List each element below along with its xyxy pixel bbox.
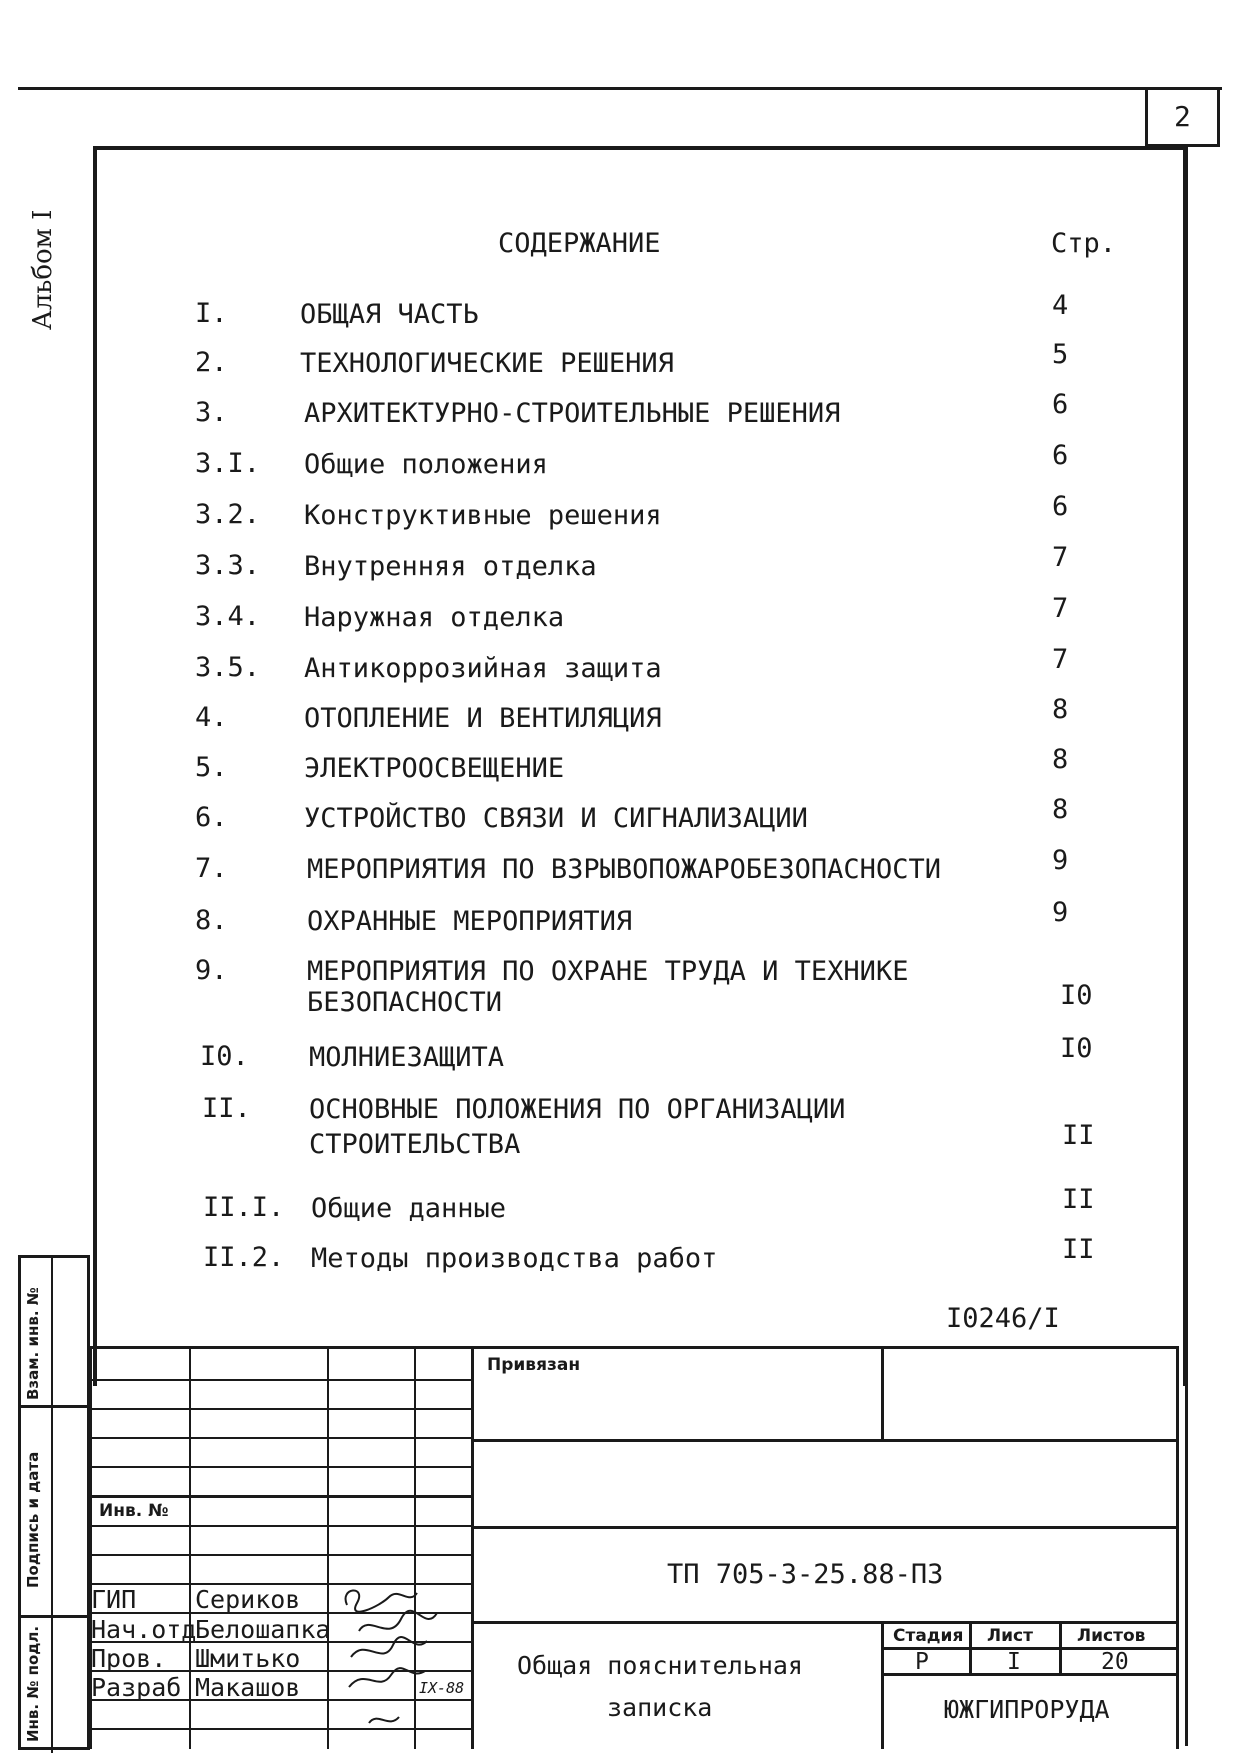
toc-number: 2. [195,347,228,378]
toc-page: 8 [1052,744,1069,775]
toc-number: 7. [195,853,228,884]
grid-line [89,1408,473,1410]
toc-page-heading: Стр. [1051,228,1117,259]
toc-page: 7 [1052,542,1069,573]
toc-number: I0. [200,1041,249,1072]
toc-title: ОХРАННЫЕ МЕРОПРИЯТИЯ [307,906,633,937]
grid-line [89,1466,473,1468]
toc-title: Методы производства работ [311,1243,718,1274]
toc-title: МЕРОПРИЯТИЯ ПО ВЗРЫВОПОЖАРОБЕЗОПАСНОСТИ [307,854,941,885]
toc-heading: СОДЕРЖАНИЕ [498,228,661,259]
grid-line [89,1437,473,1439]
side-stamp-divider [21,1405,91,1408]
stage-header: Стадия [893,1626,964,1646]
signature-scribble [346,1590,417,1611]
toc-title: УСТРОЙСТВО СВЯЗИ И СИГНАЛИЗАЦИИ [304,803,808,834]
toc-title-continued: СТРОИТЕЛЬСТВА [309,1129,521,1160]
side-stamp-divider [21,1615,91,1618]
toc-title: Внутренняя отделка [304,551,597,582]
toc-page: II [1062,1234,1095,1265]
toc-number: 5. [195,752,228,783]
grid-line [89,1379,473,1381]
grid-line [471,1526,1179,1529]
toc-title: ЭЛЕКТРООСВЕЩЕНИЕ [304,753,565,784]
toc-number: 6. [195,802,228,833]
toc-number: 3.I. [195,448,261,479]
toc-page: 9 [1052,897,1069,928]
signature-scribbles [329,1583,471,1733]
side-label-vzam [24,1287,42,1400]
privyazan-label: Привязан [487,1355,581,1375]
album-label-text: Альбом I [28,209,58,330]
grid-line [881,1349,884,1441]
stage-value: Р [915,1649,929,1675]
toc-title: АРХИТЕКТУРНО-СТРОИТЕЛЬНЫЕ РЕШЕНИЯ [304,398,841,429]
toc-page: 7 [1052,593,1069,624]
grid-line [1059,1621,1062,1676]
toc-title: Антикоррозийная защита [304,653,662,684]
grid-line [471,1621,1179,1624]
side-label-podpis [24,1452,42,1588]
toc-title: ОТОПЛЕНИЕ И ВЕНТИЛЯЦИЯ [304,703,662,734]
designation: ТП 705-3-25.88-ПЗ [667,1559,944,1590]
sheet-header: Лист [987,1626,1033,1646]
side-label-podpis-text: Подпись и дата [24,1451,42,1588]
toc-number: 3.5. [195,652,261,683]
toc-page: 7 [1052,644,1069,675]
toc-page: II [1062,1184,1095,1215]
signature-scribble [351,1637,427,1657]
toc-number: II. [202,1093,251,1124]
toc-page: I0 [1060,980,1093,1011]
sheet-value: I [1007,1649,1021,1675]
toc-page: 9 [1052,845,1069,876]
signature-name: Белошапка [195,1615,331,1644]
toc-title: МОЛНИЕЗАЩИТА [309,1042,505,1073]
toc-number: II.2. [203,1242,285,1273]
toc-title-continued: БЕЗОПАСНОСТИ [307,987,503,1018]
signature-name: Макашов [195,1673,301,1702]
toc-title: Наружная отделка [304,602,565,633]
side-label-vzam-text: Взам. инв. № [24,1287,42,1400]
toc-number: I. [195,298,228,329]
grid-line [1176,1349,1179,1749]
toc-page: II [1062,1120,1095,1151]
toc-title: Общие положения [304,449,548,480]
toc-page: 8 [1052,694,1069,725]
toc-number: II.I. [203,1192,285,1223]
grid-line [89,1554,473,1556]
signature-scribble [349,1668,425,1687]
toc-page: 6 [1052,491,1069,522]
toc-page: 5 [1052,339,1069,370]
grid-line [89,1495,473,1498]
document-number: I0246/I [946,1303,1060,1334]
toc-title: ОСНОВНЫЕ ПОЛОЖЕНИЯ ПО ОРГАНИЗАЦИИ [309,1094,846,1125]
doc-title-line2: записка [607,1693,713,1722]
signature-role: ГИП [91,1585,137,1614]
organization: ЮЖГИПРОРУДА [944,1695,1110,1724]
grid-line [89,1525,473,1527]
sheets-header: Листов [1077,1626,1146,1646]
toc-number: 9. [195,955,228,986]
toc-number: 3.2. [195,499,261,530]
signature-role: Нач.отд [91,1615,197,1644]
doc-title-line1: Общая пояснительная [517,1651,803,1680]
title-block [89,1346,1179,1746]
toc-number: 3.4. [195,601,261,632]
signature-scribble [369,1717,399,1723]
toc-number: 3. [195,397,228,428]
toc-page: 6 [1052,440,1069,471]
sheet-number: 2 [1174,100,1191,133]
toc-number: 4. [195,702,228,733]
toc-title: Общие данные [311,1193,507,1224]
signature-name: Сериков [195,1585,301,1614]
toc-page: 4 [1052,290,1069,321]
signature-date: IX-88 [419,1679,465,1697]
toc-title: ТЕХНОЛОГИЧЕСКИЕ РЕШЕНИЯ [300,348,674,379]
toc-title: Конструктивные решения [304,500,662,531]
grid-line [471,1439,1179,1442]
toc-page: 8 [1052,794,1069,825]
toc-page: 6 [1052,389,1069,420]
signature-role: Пров. [91,1644,167,1673]
toc-title: МЕРОПРИЯТИЯ ПО ОХРАНЕ ТРУДА И ТЕХНИКЕ [307,956,909,987]
inv-label: Инв. № [99,1501,169,1521]
toc-number: 3.3. [195,550,261,581]
grid-line [969,1621,972,1676]
side-label-podl-text: Инв. № подл. [24,1625,42,1742]
signature-scribble [359,1611,437,1631]
side-stamp-inner-line [51,1258,53,1753]
grid-line [881,1621,884,1749]
toc-title: ОБЩАЯ ЧАСТЬ [300,299,479,330]
toc-number: 8. [195,905,228,936]
sheets-value: 20 [1101,1649,1129,1675]
side-label-podl [24,1626,42,1742]
signature-role: Разраб [91,1673,182,1702]
signature-name: Шмитько [195,1644,301,1673]
toc-page: I0 [1060,1033,1093,1064]
